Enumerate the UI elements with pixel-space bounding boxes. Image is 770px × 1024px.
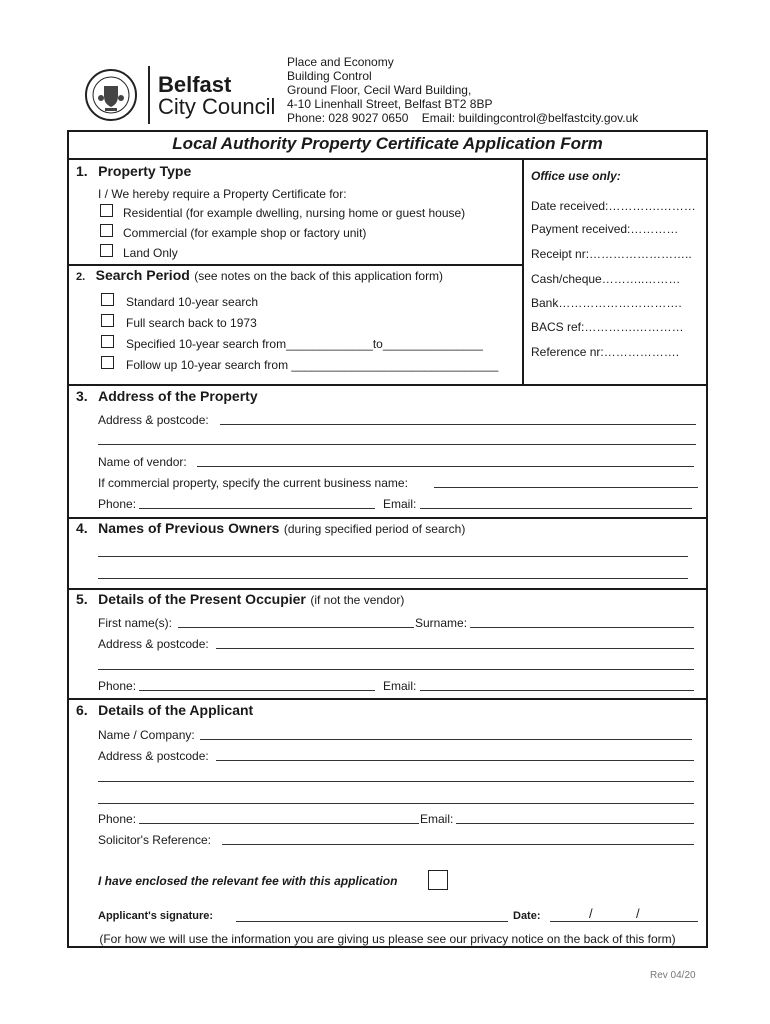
address-line-1: Place and Economy	[287, 55, 394, 69]
section6-heading	[76, 702, 253, 720]
previous-owners-field-2[interactable]	[98, 578, 688, 579]
section2-note: (see notes on the back of this application form)	[194, 269, 444, 283]
fee-enclosed-checkbox[interactable]	[428, 870, 448, 890]
applicant-phone-label: Phone:	[98, 812, 137, 826]
revision-label: Rev 04/20	[650, 970, 696, 981]
office-bank: Bank………………………….	[531, 296, 682, 310]
residential-checkbox[interactable]	[100, 204, 113, 217]
signature-field[interactable]	[236, 921, 508, 922]
standard-search-label: Standard 10-year search	[126, 295, 259, 309]
followup-search-checkbox[interactable]	[101, 356, 114, 369]
section-divider-1-2	[67, 264, 523, 266]
occupier-phone-field[interactable]	[139, 690, 375, 691]
section2-number: 2.	[76, 271, 86, 283]
office-payment-received: Payment received:…………	[531, 222, 679, 236]
section3-heading	[76, 388, 258, 406]
section1-intro: I / We hereby require a Property Certificate for:	[98, 187, 347, 201]
business-name-field[interactable]	[434, 487, 698, 488]
specified-search-label[interactable]: Specified 10-year search from_____________to_______________	[126, 337, 483, 351]
occupier-email-field[interactable]	[420, 690, 694, 691]
section2-heading	[76, 267, 443, 285]
office-divider	[522, 160, 524, 385]
date-separator-1: /	[589, 906, 593, 921]
section5-note: (if not the vendor)	[310, 593, 405, 607]
occupier-address-label: Address & postcode:	[98, 637, 209, 651]
section6-title: Details of the Applicant	[98, 702, 254, 718]
applicant-address-field-2[interactable]	[98, 781, 694, 782]
residential-label: Residential (for example dwelling, nursing home or guest house)	[123, 206, 466, 220]
section5-number: 5.	[76, 591, 88, 607]
applicant-name-field[interactable]	[200, 739, 692, 740]
vendor-name-field[interactable]	[197, 466, 694, 467]
property-address-field[interactable]	[220, 424, 696, 425]
solicitor-reference-label: Solicitor's Reference:	[98, 833, 212, 847]
section4-title: Names of Previous Owners	[98, 520, 280, 536]
property-address-field-2[interactable]	[98, 444, 696, 445]
solicitor-reference-field[interactable]	[222, 844, 694, 845]
section-divider-4	[67, 517, 708, 519]
applicant-name-label: Name / Company:	[98, 728, 195, 742]
section3-title: Address of the Property	[98, 388, 258, 404]
applicant-address-field-3[interactable]	[98, 803, 694, 804]
section-divider-3	[67, 384, 708, 386]
commercial-checkbox[interactable]	[100, 224, 113, 237]
standard-search-checkbox[interactable]	[101, 293, 114, 306]
full-search-label: Full search back to 1973	[126, 316, 257, 330]
property-phone-field[interactable]	[139, 508, 375, 509]
office-reference-nr: Reference nr:……………….	[531, 345, 680, 359]
office-bacs-ref: BACS ref:………….…………	[531, 320, 684, 334]
date-label: Date:	[513, 910, 541, 922]
privacy-notice: (For how we will use the information you are giving us please see our privacy notice on the back of this form)	[99, 932, 676, 946]
commercial-label: Commercial (for example shop or factory unit)	[123, 226, 367, 240]
section1-title: Property Type	[98, 163, 192, 179]
section4-number: 4.	[76, 520, 88, 536]
section-divider-6	[67, 698, 708, 700]
property-email-label: Email:	[383, 497, 417, 511]
section1-number: 1.	[76, 163, 88, 179]
occupier-address-field[interactable]	[216, 648, 694, 649]
address-line-3: Ground Floor, Cecil Ward Building,	[287, 83, 472, 97]
council-crest-logo	[84, 68, 138, 122]
specified-search-checkbox[interactable]	[101, 335, 114, 348]
applicant-email-label: Email:	[420, 812, 454, 826]
applicant-address-field[interactable]	[216, 760, 694, 761]
office-receipt-nr: Receipt nr:……………………..	[531, 247, 692, 261]
followup-search-label[interactable]: Follow up 10-year search from _______________________________	[126, 358, 499, 372]
previous-owners-field-1[interactable]	[98, 556, 688, 557]
section5-heading	[76, 591, 404, 609]
applicant-phone-field[interactable]	[139, 823, 419, 824]
section3-number: 3.	[76, 388, 88, 404]
section4-note: (during specified period of search)	[283, 522, 466, 536]
org-name-line2: City Council	[158, 94, 276, 119]
date-field[interactable]	[550, 921, 698, 922]
office-use-heading: Office use only:	[531, 169, 621, 183]
applicant-email-field[interactable]	[456, 823, 694, 824]
section2-title: Search Period	[95, 267, 190, 283]
property-phone-label: Phone:	[98, 497, 137, 511]
vendor-name-label: Name of vendor:	[98, 455, 187, 469]
occupier-phone-label: Phone:	[98, 679, 137, 693]
occupier-surname-label: Surname:	[415, 616, 468, 630]
address-line-2: Building Control	[287, 69, 372, 83]
org-name-line1: Belfast	[158, 72, 232, 97]
address-line-4: 4-10 Linenhall Street, Belfast BT2 8BP	[287, 97, 493, 111]
form-title: Local Authority Property Certificate Application Form	[172, 134, 603, 153]
date-separator-2: /	[636, 906, 640, 921]
property-address-label: Address & postcode:	[98, 413, 209, 427]
full-search-checkbox[interactable]	[101, 314, 114, 327]
occupier-first-name-field[interactable]	[178, 627, 414, 628]
signature-label: Applicant's signature:	[98, 910, 214, 922]
address-line-5: Phone: 028 9027 0650 Email: buildingcontrol@belfastcity.gov.uk	[287, 111, 639, 125]
section4-heading	[76, 520, 465, 538]
property-email-field[interactable]	[420, 508, 692, 509]
occupier-address-field-2[interactable]	[98, 669, 694, 670]
section6-number: 6.	[76, 702, 88, 718]
occupier-first-name-label: First name(s):	[98, 616, 173, 630]
section1-heading	[76, 163, 191, 181]
section5-title: Details of the Present Occupier	[98, 591, 306, 607]
logo-divider	[148, 66, 150, 124]
occupier-surname-field[interactable]	[470, 627, 694, 628]
occupier-email-label: Email:	[383, 679, 417, 693]
fee-statement: I have enclosed the relevant fee with this application	[98, 874, 398, 888]
land-only-label: Land Only	[123, 246, 178, 260]
office-date-received: Date received:………….………	[531, 199, 696, 213]
office-cash-cheque: Cash/cheque………..………	[531, 272, 681, 286]
section-divider-5	[67, 588, 708, 590]
applicant-address-label: Address & postcode:	[98, 749, 209, 763]
land-only-checkbox[interactable]	[100, 244, 113, 257]
business-name-label: If commercial property, specify the current business name:	[98, 476, 408, 490]
